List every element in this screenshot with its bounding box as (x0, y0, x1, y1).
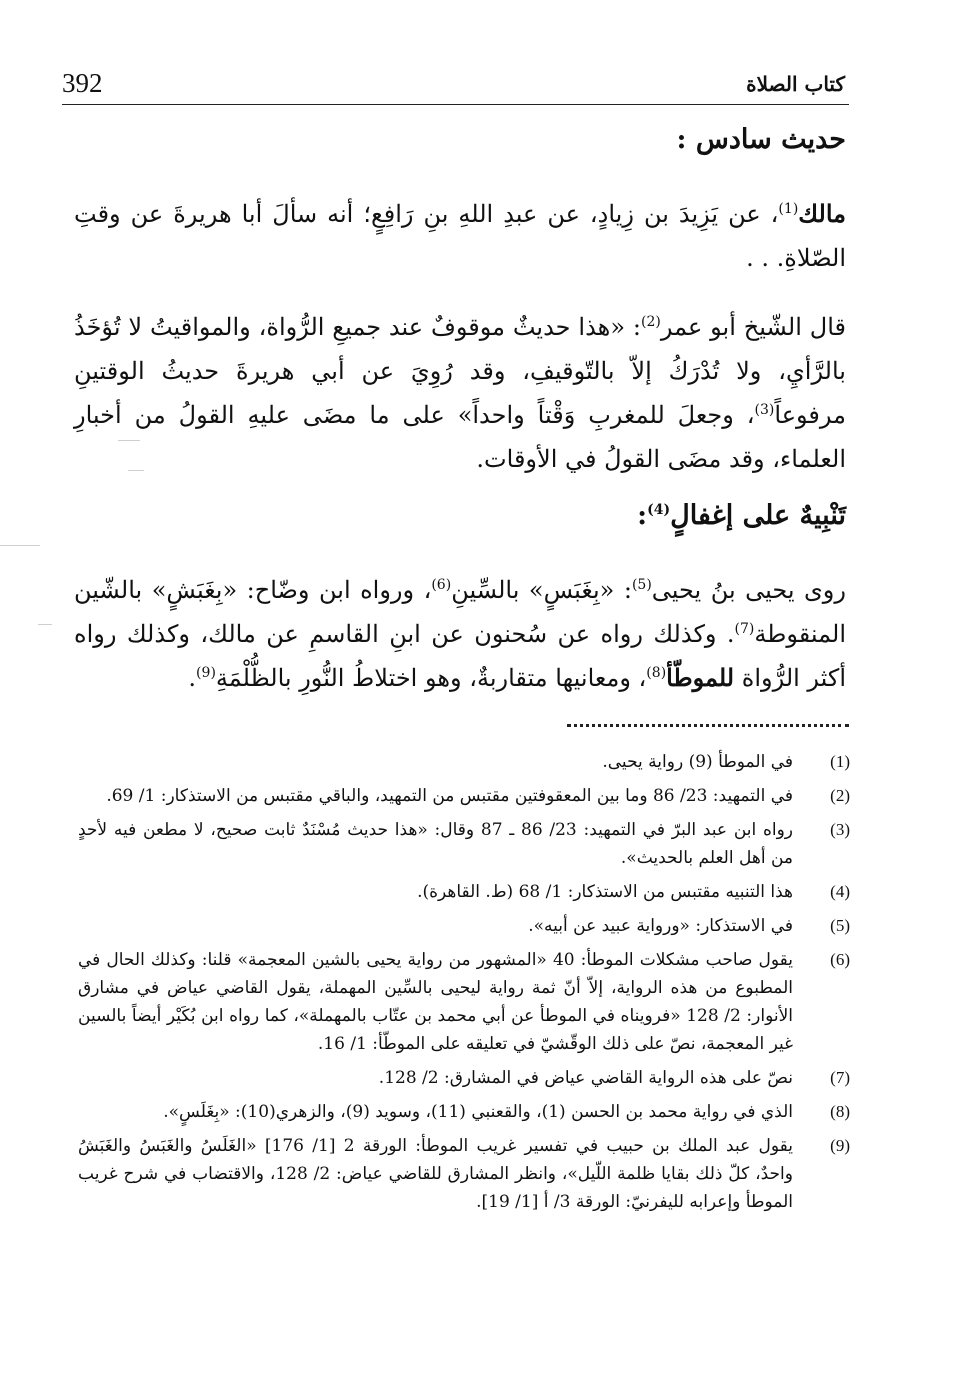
footnote-text: يقول صاحب مشكلات الموطأ: 40 «المشهور من رواية يحيى بالشين المعجمة» قلنا: وكذلك الحال في المطبوع من هذه الرواية، إلاّ أنّ ثمة رواية ليحيى بالسِّين المهملة، يقول القاضي عياض في مشارق الأنوار: 2/ 128 «فرويناه في الموطأ عن أبي محمد بن عتّاب بالمهملة»، كما رواه ابن بُكَيْر أيضاً بالسين غير المعجمة، نصّ على ذلك الوقّشيّ في تعليقه على الموطّأ: 1/ 16. (78, 950, 794, 1054)
footnote-ref-6[interactable]: (6) (431, 577, 452, 593)
footnote-7 (78, 1064, 850, 1092)
footnote-2 (78, 782, 850, 810)
footnote-text: في الموطأ (9) رواية يحيى. (602, 752, 793, 772)
footnote-ref-4[interactable]: (4) (647, 502, 671, 518)
footnote-text: في الاستذكار: «ورواية عبيد عن أبيه». (528, 916, 793, 936)
tanbih-heading-text: تَنْبِيهٌ على إغفالٍ (670, 500, 846, 531)
scan-artifact (128, 470, 144, 471)
footnote-3 (78, 816, 850, 872)
footnote-number: (1) (830, 752, 850, 771)
footnote-ref-5[interactable]: (5) (631, 577, 652, 593)
footnote-text: يقول عبد الملك بن حبيب في تفسير غريب الموطأ: الورقة 2 [1/ 176] «الغَلَسُ والغَبَسُ والغَبَشُ واحدٌ، كلّ ذلك بقايا ظلمة اللّيل»، وانظر المشارق للقاضي عياض: 2/ 128، والاقتضاب في شرح غريب الموطأ وإعرابه لليفرنيّ: الورقة 3/ أ [1/ 19]. (78, 1136, 793, 1212)
footnote-number: (8) (830, 1102, 850, 1121)
commentary-text-a: قال الشّيخ أبو عمر (660, 313, 846, 341)
running-title: كتاب الصلاة (746, 72, 845, 96)
footnote-ref-3[interactable]: (3) (754, 402, 775, 418)
scan-artifact (118, 440, 140, 441)
scan-artifact (38, 624, 52, 625)
footnote-separator (567, 724, 849, 727)
tanbih-text-3: ، ورواه ابن وضّاح: «بِغَبَشٍ» بالشّين المنقوطة (74, 576, 846, 648)
scan-artifact (0, 545, 40, 546)
commentary-text-b: : «هذا حديثٌ موقوفٌ عند جميعِ الرُّواة، والمواقيتُ لا تُؤخَذُ بالرَّأيِ، ولا تُدْرَكُ إلاّ بالتّوقيفِ، وقد رُوِيَ عن أبي هريرةَ حديثُ الوقتينِ مرفوعاً (74, 313, 846, 429)
footnote-6 (78, 946, 850, 1058)
footnote-number: (9) (830, 1136, 850, 1155)
footnote-ref-1[interactable]: (1) (778, 201, 799, 217)
footnote-number: (6) (830, 950, 850, 969)
tanbih-paragraph (74, 568, 846, 700)
footnote-number: (3) (830, 820, 850, 839)
footnote-number: (4) (830, 882, 850, 901)
page-header (62, 64, 849, 105)
footnote-9 (78, 1132, 850, 1216)
footnote-8 (78, 1098, 850, 1126)
footnote-number: (7) (830, 1068, 850, 1087)
footnote-text: الذي في رواية محمد بن الحسن (1)، والقعنبي (11)، وسويد (9)، والزهري(10): «بِغَلَسٍ». (163, 1102, 793, 1122)
footnote-text: نصّ على هذه الرواية القاضي عياض في المشارق: 2/ 128. (378, 1068, 793, 1088)
isnad-text: ، عن يَزِيدَ بن زِيادٍ، عن عبدِ اللهِ بنِ رَافِعٍ؛ أنه سألَ أبا هريرةَ عن وقتِ الصّلاةِ. . . (74, 200, 846, 272)
isnad-name: مالك (798, 199, 846, 228)
tanbih-text-1: روى يحيى بنُ يحيى (651, 576, 846, 604)
tanbih-text-2: : «بِغَبَسٍ» بالسِّينِ (451, 576, 632, 604)
footnote-text: في التمهيد: 23/ 86 وما بين المعقوفتين مقتبس من التمهيد، والباقي مقتبس من الاستذكار: 1/ 69. (106, 786, 793, 806)
hadith-heading: حديث سادس : (676, 124, 846, 155)
tanbih-bold-word: للموطّأ (666, 663, 735, 692)
tanbih-text-6: . (188, 664, 197, 692)
footnote-1 (78, 748, 850, 776)
footnote-ref-8[interactable]: (8) (646, 665, 667, 681)
tanbih-heading-colon: : (637, 500, 648, 531)
page-number: 392 (62, 68, 103, 98)
footnote-5 (78, 912, 850, 940)
footnote-ref-2[interactable]: (2) (640, 314, 661, 330)
hadith-isnad-paragraph (74, 192, 846, 280)
tanbih-text-4: . وكذلك رواه عن سُحنون عن ابنِ القاسمِ عن مالك، وكذلك رواه أكثر الرُّواة (74, 620, 846, 692)
footnote-text: هذا التنبيه مقتبس من الاستذكار: 1/ 68 (ط. القاهرة). (417, 882, 793, 902)
footnote-number: (5) (830, 916, 850, 935)
footnotes-list (78, 748, 850, 1222)
footnote-ref-9[interactable]: (9) (196, 665, 216, 681)
commentary-paragraph (74, 305, 846, 481)
tanbih-text-5: ، ومعانيها متقاربةٌ، وهو اختلاطُ النُّورِ بالظُّلْمَةِ (215, 664, 647, 692)
tanbih-heading (146, 500, 846, 532)
footnote-number: (2) (830, 786, 850, 805)
footnote-text: رواه ابن عبد البرّ في التمهيد: 23/ 86 ـ 87 وقال: «هذا حديث مُسْنَدٌ ثابت صحيح، لا مطعن فيه لأحدٍ من أهل العلم بالحديث». (78, 820, 793, 868)
commentary-text-c: ، وجعلَ للمغربِ وَقْتاً واحداً» على ما مضَى عليهِ القولُ من أخبارِ العلماء، وقد مضَى القولُ في الأوقات. (74, 401, 846, 473)
footnote-ref-7[interactable]: (7) (734, 621, 755, 637)
footnote-4 (78, 878, 850, 906)
